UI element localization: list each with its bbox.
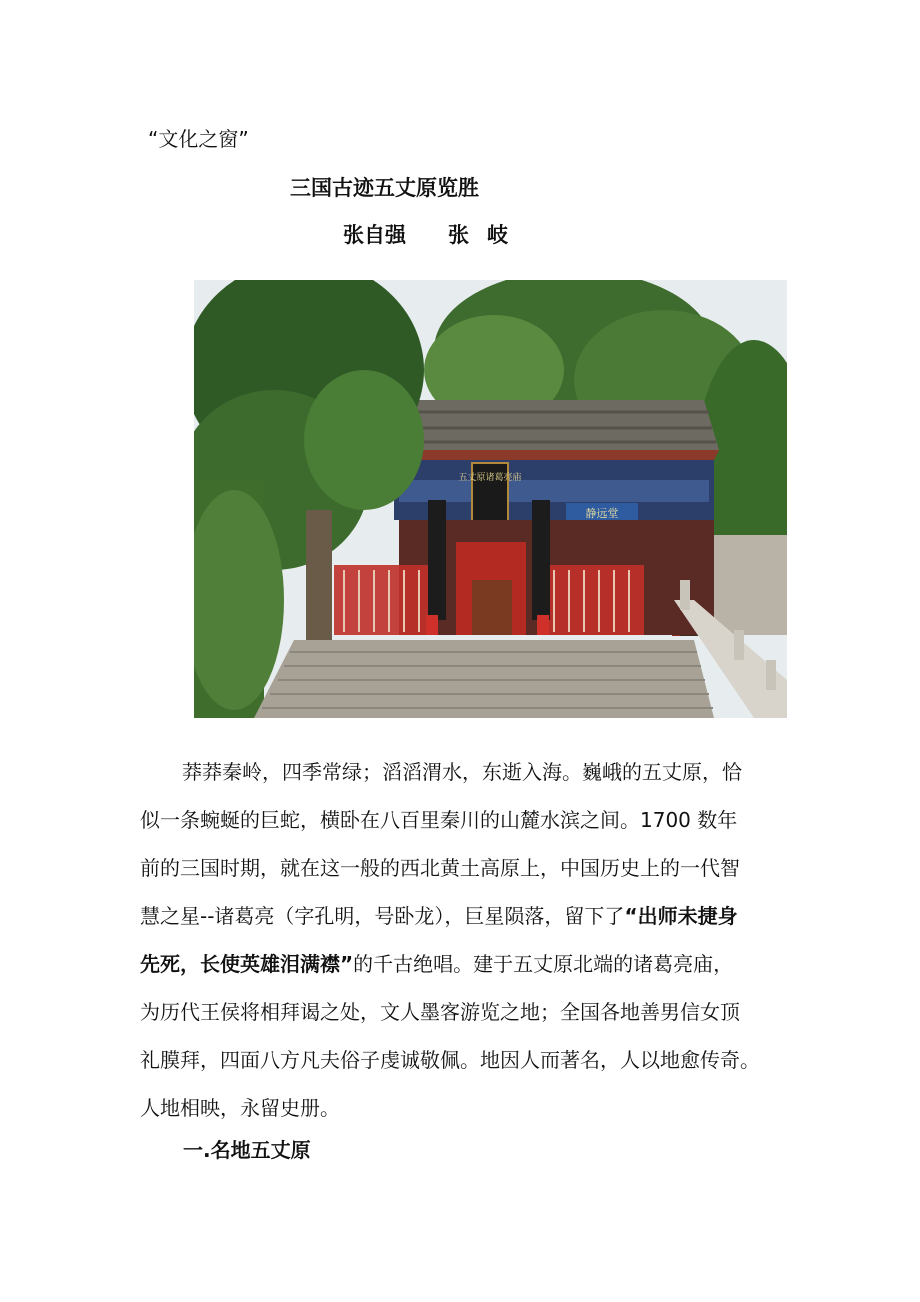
column-label: “文化之窗” [148,127,249,151]
body-line-text: 的千古绝唱。建于五丈原北端的诸葛亮庙， [353,952,734,976]
body-line [140,892,782,940]
body-line-text: 慧之星--诸葛亮（字孔明，号卧龙），巨星陨落，留下了 [140,904,625,928]
body-line [140,748,782,796]
body-line: 人地相映，永留史册。 [140,1096,340,1120]
body-line: 似一条蜿蜒的巨蛇，横卧在八百里秦川的山麓水滨之间。1700 数年 [140,808,738,832]
author-name: 张岐 [448,223,526,247]
authors-line [343,220,526,250]
main-plaque-text: 五丈原诸葛亮庙 [458,473,522,483]
side-plaque-text: 静远堂 [585,507,619,520]
author-name: 张自强 [343,223,406,247]
article-title: 三国古迹五丈原览胜 [290,176,479,200]
body-line [140,940,782,988]
quote-bold-text: “出师未捷身 [624,904,738,928]
body-line: 为历代王侯将相拜谒之处，文人墨客游览之地；全国各地善男信女顶 [140,1000,740,1024]
body-line: 礼膜拜，四面八方凡夫俗子虔诚敬佩。地因人而著名，人以地愈传奇。 [140,1048,760,1072]
quote-bold-text: 先死，长使英雄泪满襟” [140,952,354,976]
body-line: 前的三国时期，就在这一般的西北黄土高原上，中国历史上的一代智 [140,856,740,880]
body-paragraph [140,748,782,1132]
body-line-text: 莽莽秦岭，四季常绿；滔滔渭水，东逝入海。巍峨的五丈原，恰 [182,760,742,784]
section-heading: 一.名地五丈原 [183,1138,311,1162]
temple-photo [194,280,787,718]
